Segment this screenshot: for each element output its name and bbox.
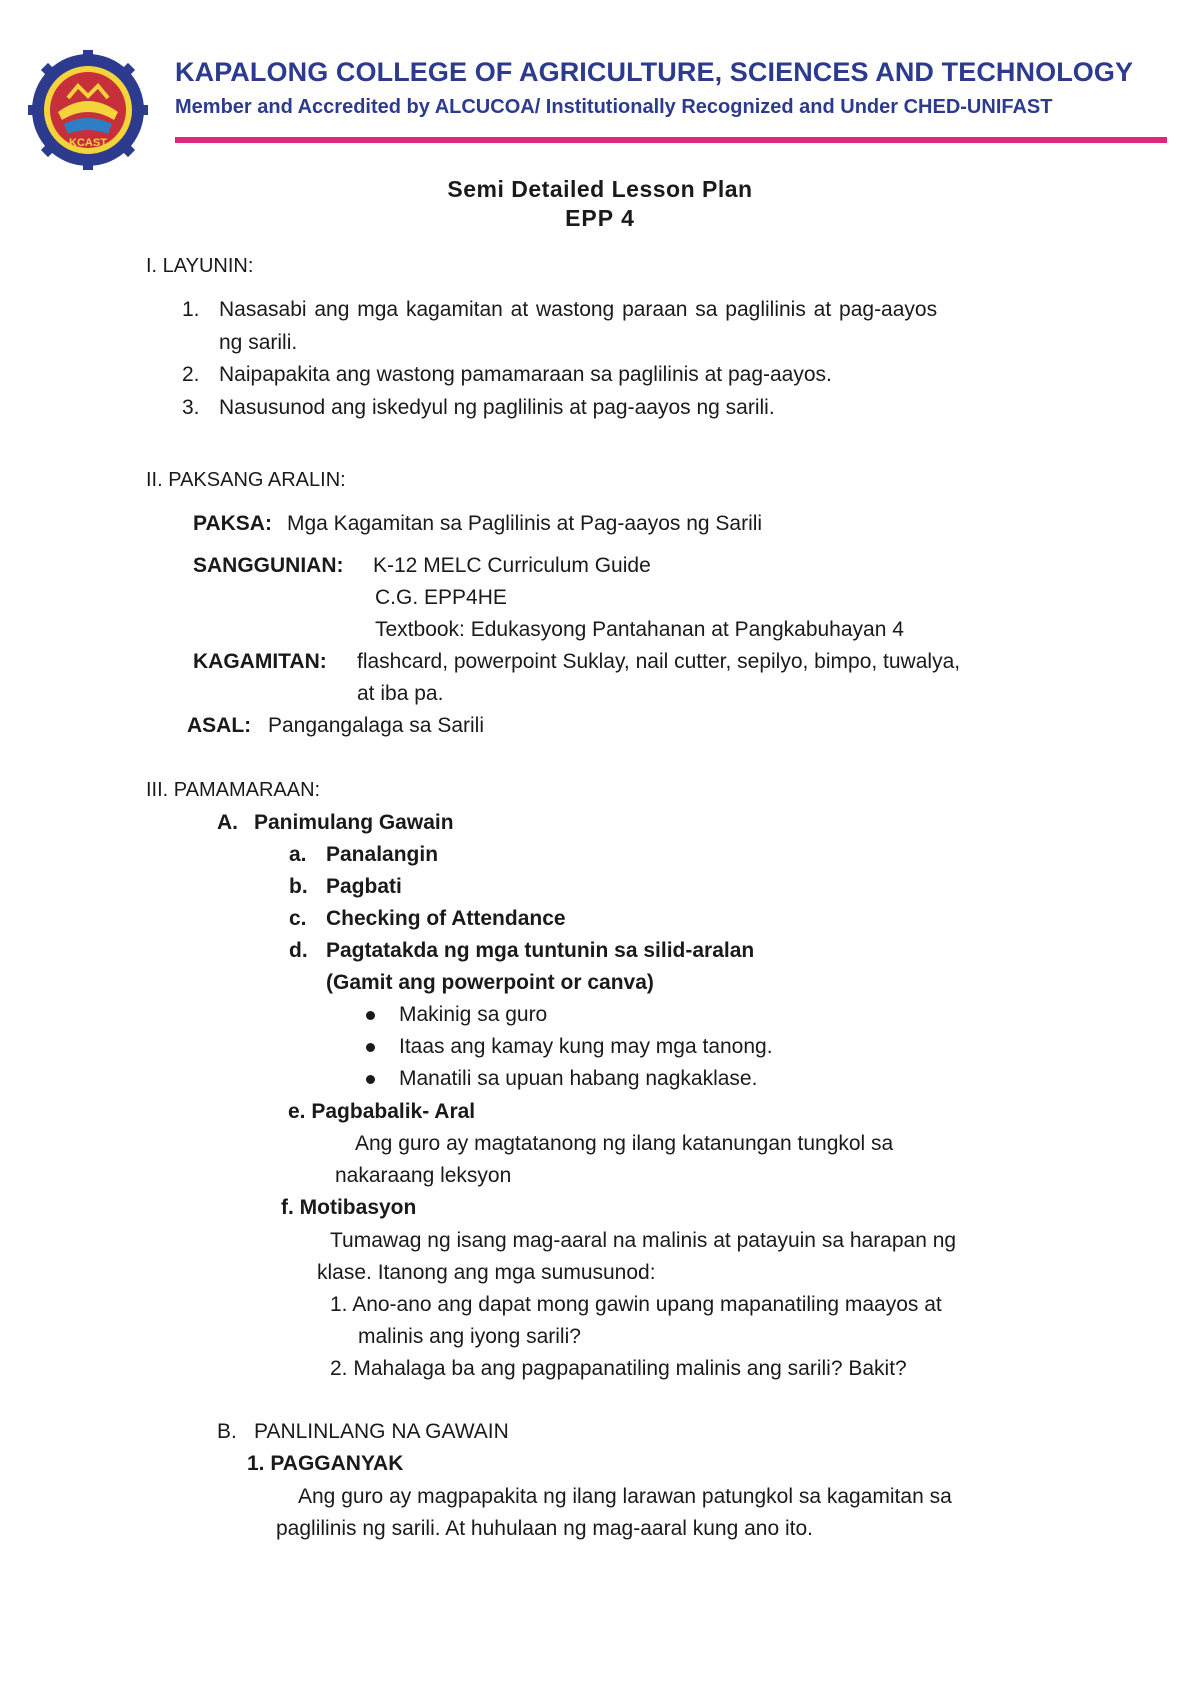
question-item: malinis ang iyong sarili? <box>358 1325 581 1348</box>
subsection-letter: A. <box>217 811 238 834</box>
kagamitan-value: at iba pa. <box>357 682 444 705</box>
step-text: Ang guro ay magtatanong ng ilang katanungan tungkol sa <box>355 1132 894 1155</box>
question-item: 2. Mahalaga ba ang pagpapanatiling malinis ang sarili? Bakit? <box>330 1357 907 1380</box>
objective-text: Naipapakita ang wastong pamamaraan sa paglilinis at pag-aayos. <box>219 363 832 386</box>
institution-name: KAPALONG COLLEGE OF AGRICULTURE, SCIENCES AND TECHNOLOGY <box>175 57 1134 87</box>
objective-text: Nasusunod ang iskedyul ng paglilinis at pag-aayos ng sarili. <box>219 396 775 419</box>
paksa-label: PAKSA: <box>193 512 272 535</box>
subsection-title: PANLINLANG NA GAWAIN <box>254 1420 509 1443</box>
bullet-icon <box>366 1043 375 1052</box>
document-subtitle: EPP 4 <box>565 205 635 231</box>
step-subtitle: (Gamit ang powerpoint or canva) <box>326 971 654 994</box>
step-title: Pagtatakda ng mga tuntunin sa silid-aralan <box>326 939 755 962</box>
accreditation-line: Member and Accredited by ALCUCOA/ Institutionally Recognized and Under CHED-UNIFAST <box>175 96 1053 118</box>
rule-item: Itaas ang kamay kung may mga tanong. <box>399 1035 773 1058</box>
objective-text: ng sarili. <box>219 331 298 354</box>
college-seal-logo <box>28 50 148 170</box>
asal-label: ASAL: <box>187 714 252 737</box>
paksa-value: Mga Kagamitan sa Paglilinis at Pag-aayos ng Sarili <box>287 512 763 535</box>
rule-item: Makinig sa guro <box>399 1003 548 1026</box>
section-heading-layunin: I. LAYUNIN: <box>146 255 254 277</box>
step-title: Checking of Attendance <box>326 907 566 930</box>
objective-text: Nasasabi ang mga kagamitan at wastong paraan sa paglilinis at pag-aayos <box>219 298 938 321</box>
section-heading-paksang-aralin: II. PAKSANG ARALIN: <box>146 469 346 491</box>
sanggunian-value: K-12 MELC Curriculum Guide <box>373 554 651 577</box>
subsection-letter: B. <box>217 1420 237 1443</box>
objective-number: 2. <box>182 363 200 386</box>
step-text: klase. Itanong ang mga sumusunod: <box>317 1261 656 1284</box>
section-heading-pamamaraan: III. PAMAMARAAN: <box>146 779 321 801</box>
step-text: Tumawag ng isang mag-aaral na malinis at patayuin sa harapan ng <box>330 1229 957 1252</box>
step-text: paglilinis ng sarili. At huhulaan ng mag-aaral kung ano ito. <box>276 1517 814 1540</box>
rule-item: Manatili sa upuan habang nagkaklase. <box>399 1067 758 1090</box>
kagamitan-label: KAGAMITAN: <box>193 650 327 673</box>
bullet-icon <box>366 1075 375 1084</box>
step-title: Pagbati <box>326 875 402 898</box>
step-text: Ang guro ay magpapakita ng ilang larawan patungkol sa kagamitan sa <box>298 1485 952 1508</box>
sanggunian-value: C.G. EPP4HE <box>375 586 507 609</box>
objective-number: 1. <box>182 298 200 321</box>
step-letter: c. <box>289 907 307 930</box>
step-title: 1. PAGGANYAK <box>247 1452 404 1475</box>
question-item: 1. Ano-ano ang dapat mong gawin upang mapanatiling maayos at <box>330 1293 942 1316</box>
bullet-icon <box>366 1011 375 1020</box>
step-letter: d. <box>289 939 308 962</box>
step-title: e. Pagbabalik- Aral <box>288 1100 476 1123</box>
step-title: Panalangin <box>326 843 439 866</box>
header-divider <box>175 137 1167 143</box>
step-text: nakaraang leksyon <box>335 1164 512 1187</box>
kagamitan-value: flashcard, powerpoint Suklay, nail cutter, sepilyo, bimpo, tuwalya, <box>357 650 961 673</box>
objective-number: 3. <box>182 396 200 419</box>
step-letter: a. <box>289 843 307 866</box>
document-title: Semi Detailed Lesson Plan <box>447 176 753 202</box>
step-title: f. Motibasyon <box>281 1196 417 1219</box>
logo-text: KCAST <box>69 137 107 149</box>
sanggunian-label: SANGGUNIAN: <box>193 554 344 577</box>
asal-value: Pangangalaga sa Sarili <box>268 714 484 737</box>
step-letter: b. <box>289 875 308 898</box>
sanggunian-value: Textbook: Edukasyong Pantahanan at Pangkabuhayan 4 <box>375 618 904 641</box>
subsection-title: Panimulang Gawain <box>254 811 454 834</box>
